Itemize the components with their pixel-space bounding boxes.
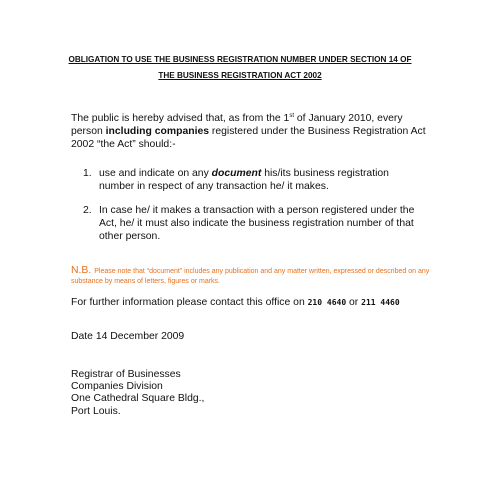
address-line-1: Registrar of Businesses (71, 369, 181, 380)
contact-separator: or (346, 297, 362, 308)
document-date: Date 14 December 2009 (71, 331, 185, 342)
list-item-1-text (99, 167, 419, 193)
address-line-2: Companies Division (71, 381, 163, 393)
contact-phone-2: 211 4460 (361, 298, 400, 307)
list-item-2-number: 2. (83, 205, 92, 216)
intro-part-2: of January 2010, every person (71, 113, 403, 137)
intro-superscript: st (289, 113, 294, 119)
address-block (71, 369, 204, 418)
contact-line (71, 297, 451, 308)
list-item-1-number: 1. (83, 168, 92, 179)
intro-bold: including companies (105, 126, 210, 137)
list-item-1-after: his/its business registration number in respect of any transaction he/ it makes. (99, 168, 389, 192)
list-item-1-emphasis: document (211, 168, 262, 179)
contact-phone-1: 210 4640 (307, 298, 347, 307)
intro-part-3: registered under the Business Registration Act 2002 “the Act” should:- (71, 126, 426, 150)
address-line-4: Port Louis. (71, 405, 121, 417)
list-item-1-before: use and indicate on any (99, 168, 212, 179)
heading-line-2: THE BUSINESS REGISTRATION ACT 2002 (158, 71, 322, 80)
list-item-2-text: In case he/ it makes a transaction with a person registered under the Act, he/ it must also indicate the business registration number of that other person. (99, 205, 415, 242)
address-line-3: One Cathedral Square Bldg., (71, 393, 205, 405)
intro-part-1: The public is hereby advised that, as from the 1 (71, 113, 290, 124)
note-text: Please note that “document” includes any publication and any matter written, expressed or described on any substance by means of letters, figures or marks. (71, 268, 430, 285)
note-block (71, 266, 441, 287)
note-label: N.B. (71, 265, 92, 276)
intro-paragraph (71, 112, 426, 151)
heading-line-1: OBLIGATION TO USE THE BUSINESS REGISTRATION NUMBER UNDER SECTION 14 OF (68, 55, 412, 64)
contact-text: For further information please contact this office on (71, 297, 308, 308)
